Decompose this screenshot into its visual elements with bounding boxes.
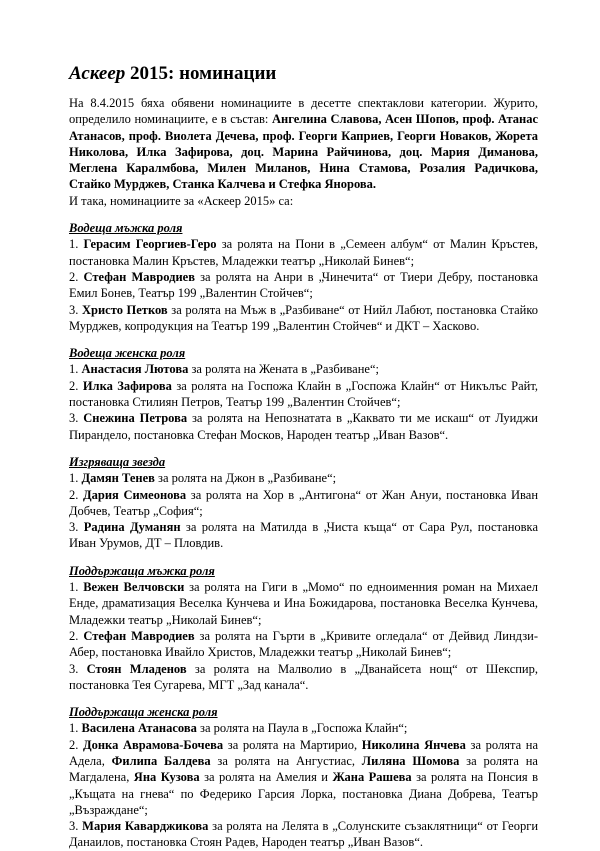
nomination-text: за ролята на Ангустиас, xyxy=(210,753,362,768)
nominee-name: Стефан Мавродиев xyxy=(83,269,195,284)
section-heading-lead-female: Водеща женска роля xyxy=(69,346,186,361)
nominee-name: Стефан Мавродиев xyxy=(83,628,195,643)
nominee-name: Лиляна Шомова xyxy=(361,753,460,768)
nomination-text: за ролята на Гиги в „Момо“ по едноименния роман на Михаел Енде, драматизация Веселка Кунчева и Ина Божидарова, постановка Веселка Кунчева, Младежки театър „Николай Бинев“; xyxy=(69,580,539,627)
document-page xyxy=(69,62,538,851)
jury-list: Ангелина Славова, Асен Шопов, проф. Атанас Атанасов, проф. Виолета Дечева, проф. Георги Каприев, Георги Новаков, Жорета Николова, Илка Зафирова, доц. Марина Райчинова, доц. Мария Диманова, Меглена Каралмбова, Милен Миланов, Нина Стамова, Розалия Радичкова, Стайко Мурджев, Станка Калчева и Стефка Янорова. xyxy=(69,112,539,192)
nomination-item xyxy=(69,236,538,269)
nomination-item xyxy=(69,361,538,377)
nominee-name: Василена Атанасова xyxy=(81,721,197,736)
nomination-item xyxy=(69,737,538,818)
nominee-name: Донка Аврамова-Бочева xyxy=(83,737,224,752)
intro-lead: И така, номинациите за «Аскеер 2015» са: xyxy=(69,193,294,208)
nomination-text: за ролята на Магдалена, xyxy=(69,753,538,785)
item-number: 2. xyxy=(69,487,84,502)
intro-text: На 8.4.2015 бяха обявени номинациите в десетте спектаклови категории. Журито, определило номинациите, е в състав: xyxy=(69,96,538,127)
item-number: 2. xyxy=(69,737,83,752)
item-number: 1. xyxy=(69,471,82,486)
nominee-name: Анастасия Лютова xyxy=(81,362,189,377)
nomination-item xyxy=(69,519,538,552)
nomination-text: за ролята на Мартирио, xyxy=(223,737,362,752)
item-number: 3. xyxy=(69,411,84,426)
item-number: 3. xyxy=(69,819,83,834)
nominee-name: Илка Зафирова xyxy=(82,378,172,393)
nomination-text: за ролята на Мъж в „Разбиване“ от Нийл Лабют, постановка Стайко Мурджев, копродукция на Театър 199 „Валентин Стойчев“ и ДКТ – Хасково. xyxy=(69,302,539,333)
section-heading-support-male: Поддържаща мъжка роля xyxy=(69,563,215,578)
nomination-text: за ролята на Хор в „Антигона“ от Жан Ануи, постановка Иван Добчев, Театър „София“; xyxy=(69,487,539,518)
nominee-name: Филипа Балдева xyxy=(111,753,211,768)
nomination-text: за ролята на Пони в „Семеен албум“ от Малин Кръстев, постановка Малин Кръстев, Младежки театър „Николай Бинев“; xyxy=(69,237,539,268)
nominee-name: Христо Петков xyxy=(81,302,168,317)
item-number: 2. xyxy=(69,628,84,643)
nominee-name: Яна Кузова xyxy=(133,770,200,785)
nomination-text: за ролята на Лелята в „Солунските съзаклятници“ от Георги Данаилов, постановка Стоян Радев, Народен театър „Иван Вазов“. xyxy=(69,819,539,850)
nominee-name: Вежен Велчовски xyxy=(83,580,185,595)
nomination-item xyxy=(69,410,538,443)
item-number: 1. xyxy=(69,362,82,377)
nominee-name: Николина Янчева xyxy=(361,737,466,752)
nomination-item xyxy=(69,720,538,736)
section-heading-rising-star: Изгряваща звезда xyxy=(69,454,166,469)
item-number: 1. xyxy=(69,580,84,595)
nomination-text: за ролята на Джон в „Разбиване“; xyxy=(154,471,337,486)
nominee-name: Герасим Георгиев-Геро xyxy=(83,237,217,252)
nomination-text: за ролята на Паула в „Госпожа Клайн“; xyxy=(196,721,408,736)
page-title xyxy=(69,62,538,86)
nomination-text: за ролята на Гърти в „Кривите огледала“ от Дейвид Линдзи-Абер, постановка Ивайло Христов, Младежки театър „Николай Бинев“; xyxy=(69,628,538,660)
nominee-name: Стоян Младенов xyxy=(86,661,187,676)
nomination-text: за ролята на Жената в „Разбиване“; xyxy=(188,362,379,377)
nomination-item xyxy=(69,487,538,520)
nomination-text: за ролята на Госпожа Клайн в „Госпожа Клайн“ от Никълъс Райт, постановка Стилиян Петров, Театър 199 „Валентин Стойчев“; xyxy=(69,378,539,410)
item-number: 3. xyxy=(69,302,82,317)
item-number: 1. xyxy=(69,721,82,736)
nomination-text: за ролята на Анри в „Чинечита“ от Тиери Дебру, постановка Емил Бонев, Театър 199 „Валентин Стойчев“; xyxy=(69,269,538,301)
nominee-name: Жана Рашева xyxy=(332,770,412,785)
nomination-text: за ролята на Адела, xyxy=(69,737,538,768)
title-brand: Аскеер xyxy=(69,63,126,84)
nomination-text: за ролята на Малволио в „Дванайсета нощ“ от Шекспир, постановка Тея Сугарева, МГТ „Зад канала“. xyxy=(69,661,538,692)
nomination-item xyxy=(69,579,538,628)
intro-paragraph xyxy=(69,95,538,193)
nomination-item xyxy=(69,661,538,694)
nominee-name: Снежина Петрова xyxy=(83,411,188,426)
nomination-item xyxy=(69,470,538,486)
nomination-item xyxy=(69,378,538,411)
nomination-text: за ролята на Непознатата в „Каквато ти ме искаш“ от Луиджи Пирандело, постановка Стефан Москов, Народен театър „Иван Вазов“. xyxy=(69,411,538,442)
nominee-name: Дария Симеонова xyxy=(83,487,187,502)
item-number: 3. xyxy=(69,520,84,535)
nomination-item xyxy=(69,818,538,851)
nomination-text: за ролята на Амелия и xyxy=(199,770,333,785)
nomination-text: за ролята на Матилда в „Чиста къща“ от Сара Рул, постановка Иван Урумов, ДТ – Пловдив. xyxy=(69,520,538,551)
section-heading-lead-male: Водеща мъжка роля xyxy=(69,221,183,236)
title-rest: 2015: номинации xyxy=(125,63,277,84)
section-heading-support-female: Поддържаща женска роля xyxy=(69,705,218,720)
nomination-item xyxy=(69,302,538,335)
nominee-name: Дамян Тенев xyxy=(81,471,155,486)
nomination-item xyxy=(69,269,538,302)
item-number: 3. xyxy=(69,661,87,676)
item-number: 1. xyxy=(69,237,84,252)
nomination-text: за ролята на Понсия в „Къщата на гнева“ по Федерико Гарсия Лорка, постановка Диана Добрева, Театър „Възраждане“; xyxy=(69,770,538,817)
nominee-name: Мария Каварджикова xyxy=(82,819,209,834)
item-number: 2. xyxy=(69,269,84,284)
item-number: 2. xyxy=(69,378,83,393)
nominee-name: Радина Думанян xyxy=(83,520,181,535)
nomination-item xyxy=(69,628,538,661)
